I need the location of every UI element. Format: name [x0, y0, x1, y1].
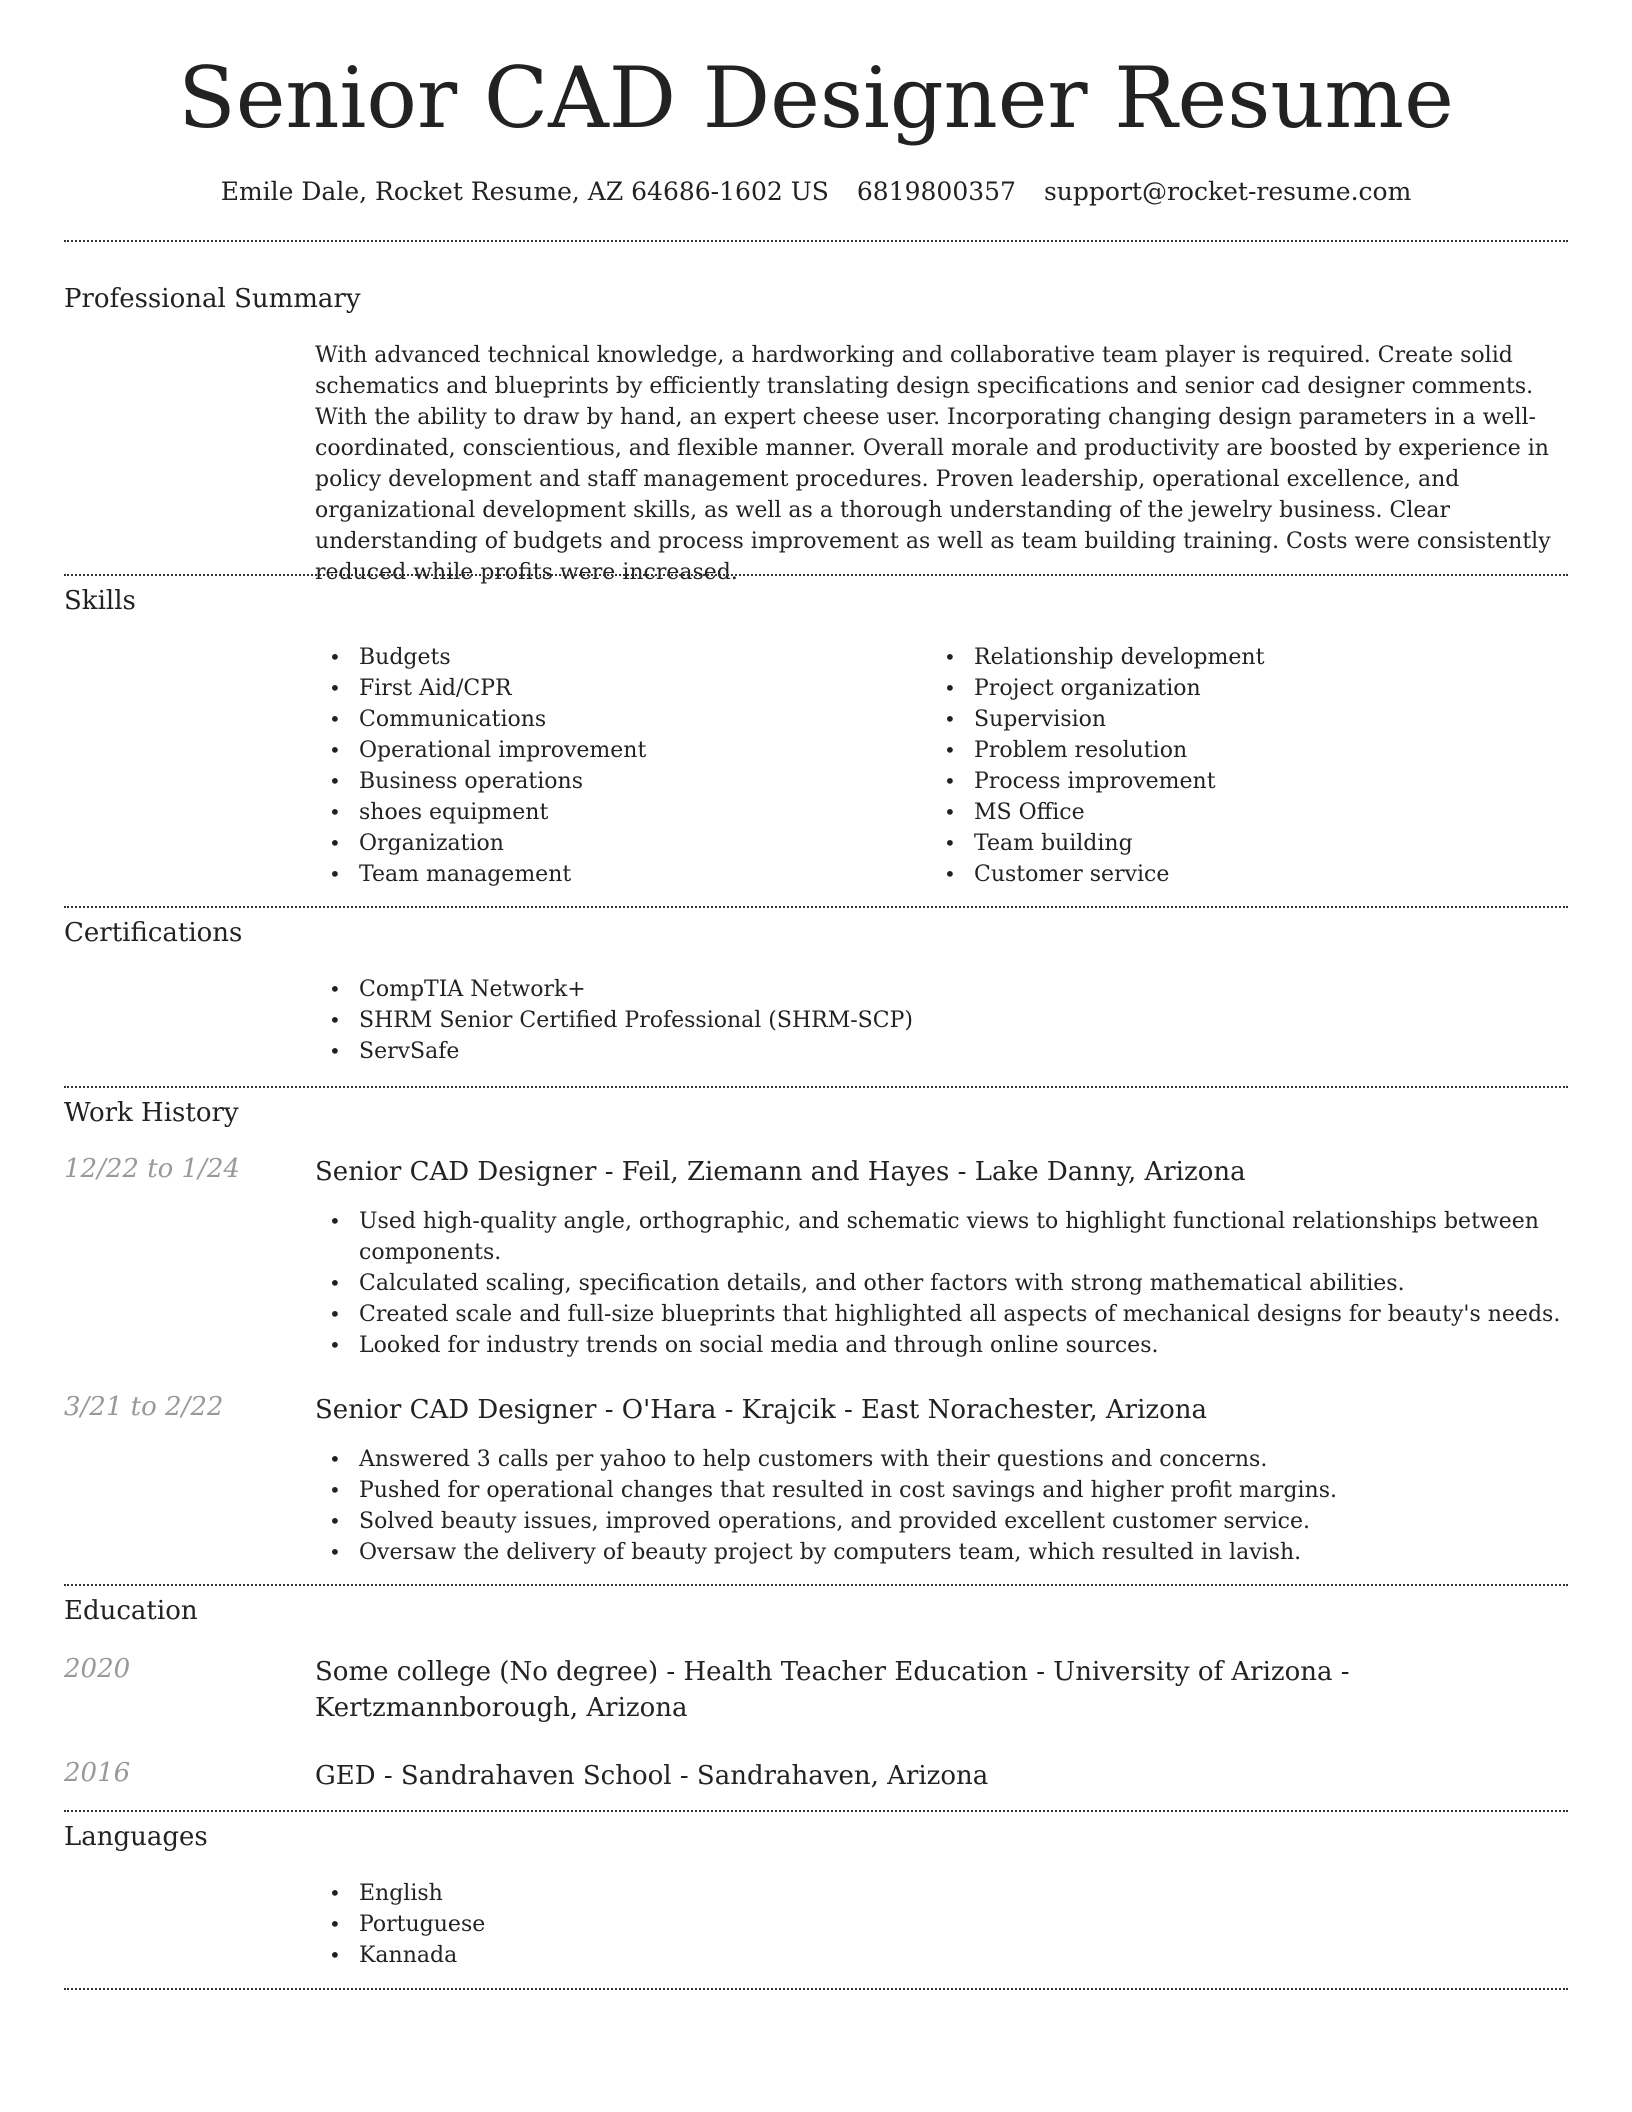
language-item: • Portuguese — [315, 1909, 1568, 1940]
skill-item: • Team building — [930, 828, 1545, 859]
contact-line — [0, 177, 1632, 206]
certifications-list — [315, 974, 1568, 1067]
skill-item: • Process improvement — [930, 766, 1545, 797]
certification-item: • CompTIA Network+ — [315, 974, 1568, 1005]
skill-item: • Team management — [315, 859, 930, 890]
job-bullet: • Looked for industry trends on social media and through online sources. — [315, 1330, 1568, 1361]
contact-email: support@rocket-resume.com — [1043, 176, 1412, 206]
skill-item: • First Aid/CPR — [315, 673, 930, 704]
divider — [64, 1988, 1568, 1990]
work-history-heading: Work History — [64, 1098, 239, 1128]
job-bullet: • Answered 3 calls per yahoo to help customers with their questions and concerns. — [315, 1444, 1568, 1475]
job-bullets — [315, 1206, 1568, 1361]
languages-list — [315, 1878, 1568, 1971]
job-bullet: • Oversaw the delivery of beauty project by computers team, which resulted in lavish. — [315, 1537, 1568, 1568]
divider — [64, 574, 1568, 576]
job-title: Senior CAD Designer - Feil, Ziemann and Hayes - Lake Danny, Arizona — [315, 1157, 1246, 1187]
certification-item: • ServSafe — [315, 1036, 1568, 1067]
divider — [64, 1810, 1568, 1812]
skill-item: • Customer service — [930, 859, 1545, 890]
skill-item: • Communications — [315, 704, 930, 735]
job-bullet: • Pushed for operational changes that resulted in cost savings and higher profit margins. — [315, 1475, 1568, 1506]
education-section — [64, 1596, 1568, 1791]
certifications-section — [64, 918, 1568, 1064]
job-dates: 12/22 to 1/24 — [64, 1154, 240, 1184]
work-history-section — [64, 1098, 1568, 1565]
education-heading: Education — [64, 1596, 198, 1626]
languages-section — [64, 1822, 1568, 1968]
certifications-heading: Certifications — [64, 918, 243, 948]
language-item: • English — [315, 1878, 1568, 1909]
skill-item: • shoes equipment — [315, 797, 930, 828]
skill-item: • Problem resolution — [930, 735, 1545, 766]
summary-heading: Professional Summary — [64, 284, 361, 314]
divider — [64, 1086, 1568, 1088]
job-bullet: • Calculated scaling, specification details, and other factors with strong mathematical abilities. — [315, 1268, 1568, 1299]
certification-item: • SHRM Senior Certified Professional (SHRM-SCP) — [315, 1005, 1568, 1036]
job-bullet: • Created scale and full-size blueprints that highlighted all aspects of mechanical designs for beauty's needs. — [315, 1299, 1568, 1330]
skill-item: • Business operations — [315, 766, 930, 797]
skill-item: • Operational improvement — [315, 735, 930, 766]
skill-item: • Supervision — [930, 704, 1545, 735]
resume-title: Senior CAD Designer Resume — [178, 49, 1454, 147]
education-text: Some college (No degree) - Health Teacher Education - University of Arizona - Kertzmannborough, Arizona — [315, 1657, 1350, 1723]
job-bullets — [315, 1444, 1568, 1568]
divider — [64, 1584, 1568, 1586]
skill-item: • Project organization — [930, 673, 1545, 704]
skills-heading: Skills — [64, 586, 136, 616]
contact-address: Emile Dale, Rocket Resume, AZ 64686-1602 US — [220, 176, 829, 206]
resume-header — [0, 0, 1632, 206]
summary-text: With advanced technical knowledge, a hardworking and collaborative team player is required. Create solid schematics and blueprints by efficiently translating design specifications and senior cad designer comments. With the ability to draw by hand, an expert cheese user. Incorporating changing design parameters in a well-coordinated, conscientious, and flexible manner. Overall morale and productivity are boosted by experience in policy development and staff management procedures. Proven leadership, operational excellence, and organizational development skills, as well as a thorough understanding of the jewelry business. Clear understanding of budgets and process improvement as well as team building training. Costs were consistently reduced while profits were increased. — [315, 343, 1551, 585]
divider — [64, 906, 1568, 908]
skills-list-left — [315, 642, 930, 890]
skill-item: • Relationship development — [930, 642, 1545, 673]
job-bullet: • Used high-quality angle, orthographic, and schematic views to highlight functional relationships between components. — [315, 1206, 1568, 1268]
skills-section — [64, 586, 1568, 887]
skill-item: • MS Office — [930, 797, 1545, 828]
skills-list-right — [930, 642, 1545, 890]
education-text: GED - Sandrahaven School - Sandrahaven, Arizona — [315, 1761, 989, 1791]
summary-section — [64, 284, 1568, 585]
job-title: Senior CAD Designer - O'Hara - Krajcik - East Norachester, Arizona — [315, 1395, 1207, 1425]
job-dates: 3/21 to 2/22 — [64, 1392, 224, 1422]
job-bullet: • Solved beauty issues, improved operations, and provided excellent customer service. — [315, 1506, 1568, 1537]
education-year: 2020 — [64, 1654, 131, 1684]
skill-item: • Organization — [315, 828, 930, 859]
skill-item: • Budgets — [315, 642, 930, 673]
contact-phone: 6819800357 — [856, 176, 1016, 206]
language-item: • Kannada — [315, 1940, 1568, 1971]
education-year: 2016 — [64, 1758, 131, 1788]
languages-heading: Languages — [64, 1822, 208, 1852]
divider — [64, 240, 1568, 242]
